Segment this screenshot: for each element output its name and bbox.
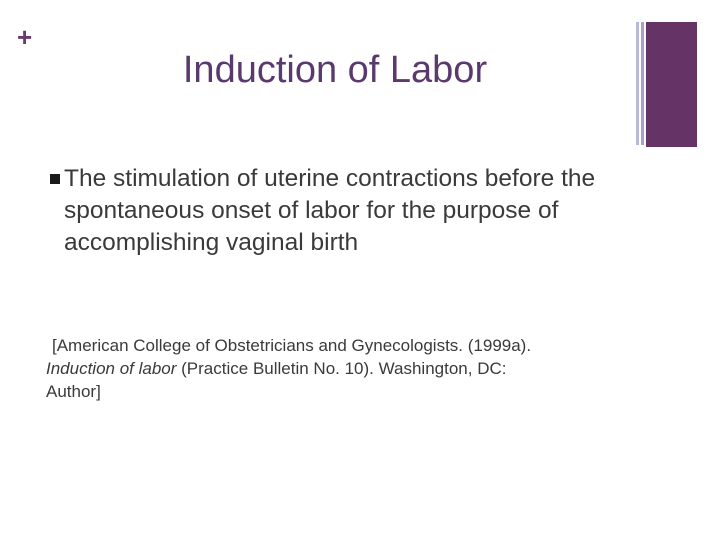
citation-line-2-rest: (Practice Bulletin No. 10). Washington, DC: bbox=[176, 359, 507, 378]
square-bullet-icon bbox=[50, 174, 60, 184]
decorative-line-medium bbox=[641, 22, 644, 145]
decorative-purple-block bbox=[646, 22, 697, 147]
slide-title: Induction of Labor bbox=[182, 49, 488, 91]
bullet-text: The stimulation of uterine contractions before the spontaneous onset of labor for the purpose of accomplishing vaginal birth bbox=[64, 165, 596, 256]
citation-line-2 bbox=[46, 357, 646, 380]
bullet-list bbox=[44, 163, 644, 259]
citation-line-3: Author] bbox=[46, 382, 101, 401]
citation-italic-title: Induction of labor bbox=[46, 359, 177, 378]
citation-line-1: [American College of Obstetricians and Gynecologists. (1999a). bbox=[52, 336, 532, 355]
bullet-item bbox=[44, 163, 644, 259]
citation bbox=[46, 334, 646, 403]
plus-icon: + bbox=[17, 22, 33, 52]
decorative-line-thin bbox=[636, 22, 639, 145]
